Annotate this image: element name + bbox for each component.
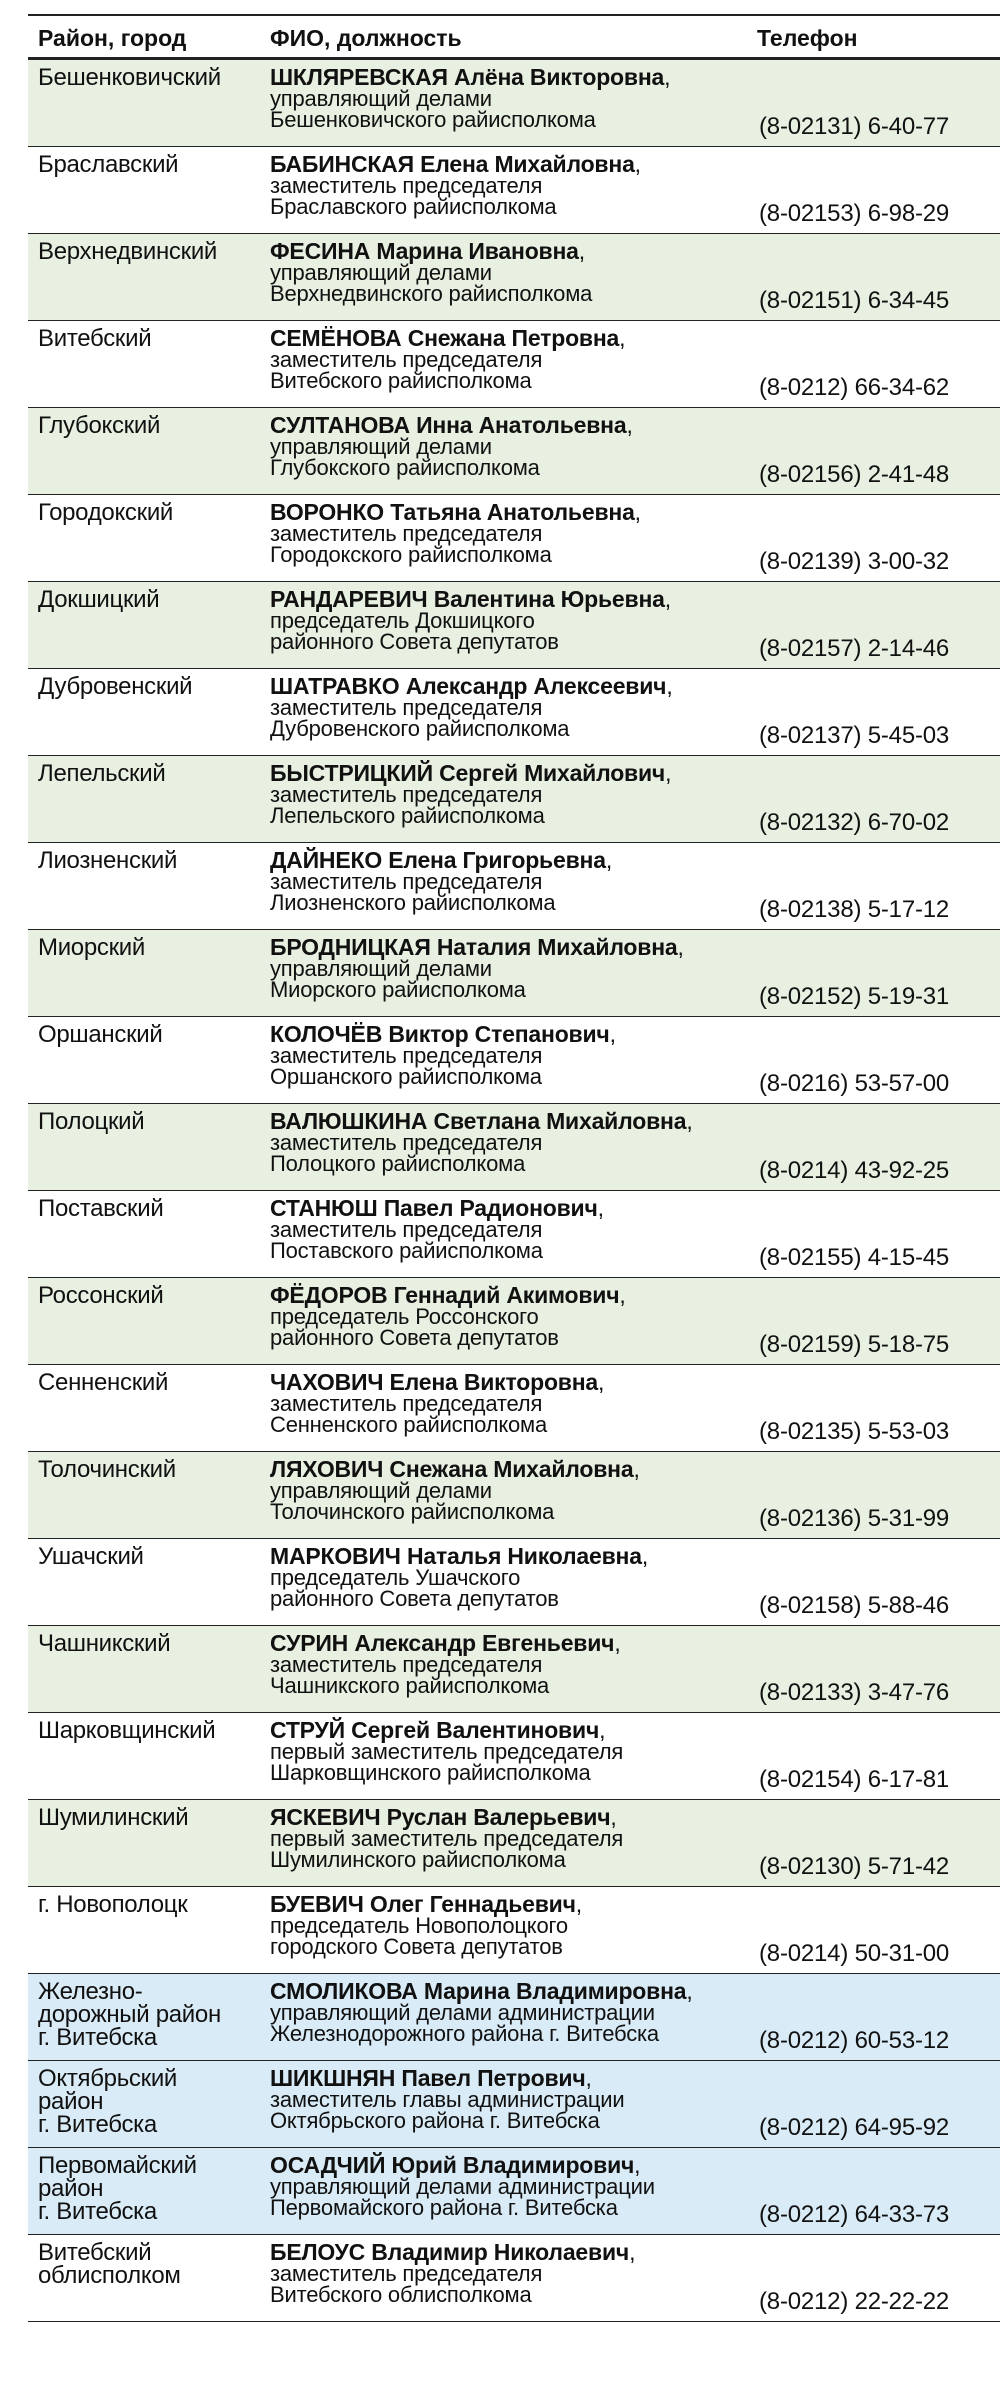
given-name: Олег Геннадьевич bbox=[369, 1891, 576, 1917]
name-comma: , bbox=[634, 2152, 641, 2178]
position-line-1: заместитель главы администрации bbox=[270, 2087, 625, 2112]
name-comma: , bbox=[634, 499, 641, 525]
given-name: Марина Владимировна bbox=[423, 1978, 687, 2004]
district-name: Россонский bbox=[38, 1282, 164, 1309]
position-line-2: Толочинского райисполкома bbox=[270, 1499, 555, 1524]
surname: БУЕВИЧ bbox=[270, 1891, 364, 1917]
phone-number: (8-02136) 5-31-99 bbox=[759, 1505, 950, 1532]
surname: МАРКОВИЧ bbox=[270, 1543, 401, 1569]
person-cell bbox=[270, 675, 790, 740]
surname: РАНДАРЕВИЧ bbox=[270, 586, 428, 612]
given-name: Снежана Михайловна bbox=[389, 1456, 634, 1482]
district-name: Первомайский район г. Витебска bbox=[38, 2152, 197, 2225]
table-row bbox=[28, 843, 1000, 930]
table-row bbox=[28, 1017, 1000, 1104]
position-line-1: председатель Новополоцкого bbox=[270, 1913, 568, 1938]
person-cell bbox=[270, 414, 790, 479]
name-comma: , bbox=[598, 1369, 605, 1395]
phone-number: (8-02157) 2-14-46 bbox=[759, 635, 950, 662]
table-row bbox=[28, 1800, 1000, 1887]
surname: КОЛОЧЁВ bbox=[270, 1021, 383, 1047]
name-comma: , bbox=[575, 1891, 582, 1917]
position-line-1: председатель Докшицкого bbox=[270, 608, 535, 633]
phone-number: (8-02138) 5-17-12 bbox=[759, 896, 950, 923]
name-comma: , bbox=[578, 238, 585, 264]
contacts-table bbox=[28, 14, 1000, 2322]
phone-number: (8-02139) 3-00-32 bbox=[759, 548, 950, 575]
table-row bbox=[28, 408, 1000, 495]
surname: БЫСТРИЦКИЙ bbox=[270, 760, 433, 786]
table-row bbox=[28, 495, 1000, 582]
position-line-1: управляющий делами bbox=[270, 86, 492, 111]
district-name: Шумилинский bbox=[38, 1804, 189, 1831]
phone-number: (8-02154) 6-17-81 bbox=[759, 1766, 950, 1793]
position-line-2: Чашникского райисполкома bbox=[270, 1673, 550, 1698]
position-line-2: Дубровенского райисполкома bbox=[270, 716, 570, 741]
position-line-1: председатель Россонского bbox=[270, 1304, 539, 1329]
district-name: Чашникский bbox=[38, 1630, 171, 1657]
position-line-1: заместитель председателя bbox=[270, 2261, 543, 2286]
position-line-1: председатель Ушачского bbox=[270, 1565, 521, 1590]
table-row bbox=[28, 1452, 1000, 1539]
position-line-1: заместитель председателя bbox=[270, 869, 543, 894]
given-name: Руслан Валерьевич bbox=[386, 1804, 611, 1830]
name-comma: , bbox=[605, 847, 613, 873]
person-cell bbox=[270, 849, 790, 914]
surname: ЛЯХОВИЧ bbox=[270, 1456, 384, 1482]
person-cell bbox=[270, 1197, 790, 1262]
person-cell bbox=[270, 1980, 790, 2045]
table-header bbox=[28, 16, 1000, 60]
name-comma: , bbox=[609, 1021, 616, 1047]
surname: ШАТРАВКО bbox=[270, 673, 400, 699]
name-comma: , bbox=[686, 1108, 693, 1134]
position-line-2: Полоцкого райисполкома bbox=[270, 1151, 526, 1176]
position-line-1: заместитель председателя bbox=[270, 1217, 543, 1242]
person-cell bbox=[270, 1458, 790, 1523]
name-comma: , bbox=[626, 412, 633, 438]
name-comma: , bbox=[585, 2065, 592, 2091]
position-line-1: управляющий делами администрации bbox=[270, 2000, 655, 2025]
district-name: Поставский bbox=[38, 1195, 164, 1222]
table-row bbox=[28, 1278, 1000, 1365]
position-line-2: Первомайского района г. Витебска bbox=[270, 2195, 618, 2220]
position-line-1: заместитель председателя bbox=[270, 782, 543, 807]
given-name: Валентина Юрьевна bbox=[433, 586, 665, 612]
surname: ДАЙНЕКО bbox=[270, 847, 383, 873]
district-name: Глубокский bbox=[38, 412, 161, 439]
table-row bbox=[28, 1539, 1000, 1626]
person-cell bbox=[270, 501, 790, 566]
district-name: Городокский bbox=[38, 499, 174, 526]
table-row bbox=[28, 756, 1000, 843]
position-line-2: Сенненского райисполкома bbox=[270, 1412, 548, 1437]
position-line-2: Глубокского райисполкома bbox=[270, 455, 540, 480]
name-comma: , bbox=[599, 1717, 606, 1743]
position-line-2: Витебского облисполкома bbox=[270, 2282, 532, 2307]
phone-number: (8-02130) 5-71-42 bbox=[759, 1853, 950, 1880]
phone-number: (8-02131) 6-40-77 bbox=[759, 113, 950, 140]
name-comma: , bbox=[641, 1543, 649, 1569]
given-name: Наталия Михайловна bbox=[436, 934, 678, 960]
position-line-1: управляющий делами администрации bbox=[270, 2174, 655, 2199]
phone-number: (8-0214) 43-92-25 bbox=[759, 1157, 950, 1184]
district-name: Бешенковичский bbox=[38, 64, 221, 91]
position-line-1: заместитель председателя bbox=[270, 1043, 543, 1068]
surname: БАБИНСКАЯ bbox=[270, 151, 414, 177]
district-name: Железно- дорожный район г. Витебска bbox=[38, 1978, 221, 2051]
district-name: Дубровенский bbox=[38, 673, 193, 700]
position-line-1: заместитель председателя bbox=[270, 1391, 543, 1416]
district-name: Полоцкий bbox=[38, 1108, 145, 1135]
district-name: Витебский облисполком bbox=[38, 2239, 181, 2289]
table-row bbox=[28, 2061, 1000, 2148]
name-comma: , bbox=[665, 760, 672, 786]
table-row bbox=[28, 1974, 1000, 2061]
phone-number: (8-0212) 60-53-12 bbox=[759, 2027, 950, 2054]
person-cell bbox=[270, 1023, 790, 1088]
person-cell bbox=[270, 2154, 790, 2219]
surname: ЧАХОВИЧ bbox=[270, 1369, 384, 1395]
given-name: Татьяна Анатольевна bbox=[390, 499, 635, 525]
phone-number: (8-0212) 64-95-92 bbox=[759, 2114, 950, 2141]
given-name: Марина Ивановна bbox=[376, 238, 579, 264]
position-line-1: заместитель председателя bbox=[270, 173, 543, 198]
position-line-1: заместитель председателя bbox=[270, 1130, 543, 1155]
name-comma: , bbox=[629, 2239, 636, 2265]
table-row bbox=[28, 669, 1000, 756]
person-cell bbox=[270, 2241, 790, 2306]
table-row bbox=[28, 1104, 1000, 1191]
name-comma: , bbox=[597, 1195, 604, 1221]
position-line-1: управляющий делами bbox=[270, 956, 492, 981]
district-name: Лиозненский bbox=[38, 847, 178, 874]
district-name: Миорский bbox=[38, 934, 146, 961]
district-name: Октябрьский район г. Витебска bbox=[38, 2065, 178, 2138]
name-comma: , bbox=[619, 1282, 626, 1308]
surname: СЕМЁНОВА bbox=[270, 325, 402, 351]
position-line-2: районного Совета депутатов bbox=[270, 1586, 559, 1611]
name-comma: , bbox=[677, 934, 684, 960]
table-row bbox=[28, 1365, 1000, 1452]
phone-number: (8-02135) 5-53-03 bbox=[759, 1418, 950, 1445]
given-name: Владимир Николаевич bbox=[371, 2239, 630, 2265]
table-row bbox=[28, 2235, 1000, 2322]
person-cell bbox=[270, 762, 790, 827]
person-cell bbox=[270, 2067, 790, 2132]
person-cell bbox=[270, 153, 790, 218]
position-line-2: Браславского райисполкома bbox=[270, 194, 557, 219]
person-cell bbox=[270, 66, 790, 131]
person-cell bbox=[270, 1719, 790, 1784]
person-cell bbox=[270, 1545, 790, 1610]
position-line-2: Октябрьского района г. Витебска bbox=[270, 2108, 600, 2133]
surname: СМОЛИКОВА bbox=[270, 1978, 418, 2004]
given-name: Елена Григорьевна bbox=[388, 847, 606, 873]
phone-number: (8-02153) 6-98-29 bbox=[759, 200, 950, 227]
surname: СТАНЮШ bbox=[270, 1195, 378, 1221]
person-cell bbox=[270, 327, 790, 392]
surname: ШКЛЯРЕВСКАЯ bbox=[270, 64, 448, 90]
position-line-2: Витебского райисполкома bbox=[270, 368, 532, 393]
surname: СТРУЙ bbox=[270, 1717, 345, 1743]
given-name: Сергей Валентинович bbox=[351, 1717, 600, 1743]
given-name: Сергей Михайлович bbox=[439, 760, 666, 786]
position-line-1: заместитель председателя bbox=[270, 521, 543, 546]
phone-number: (8-02137) 5-45-03 bbox=[759, 722, 950, 749]
table-row bbox=[28, 1713, 1000, 1800]
position-line-1: первый заместитель председателя bbox=[270, 1739, 624, 1764]
name-comma: , bbox=[634, 151, 641, 177]
given-name: Павел Радионович bbox=[383, 1195, 598, 1221]
surname: ШИКШНЯН bbox=[270, 2065, 396, 2091]
district-name: Браславский bbox=[38, 151, 179, 178]
phone-number: (8-02159) 5-18-75 bbox=[759, 1331, 950, 1358]
surname: СУРИН bbox=[270, 1630, 349, 1656]
district-name: Верхнедвинский bbox=[38, 238, 218, 265]
table-row bbox=[28, 147, 1000, 234]
person-cell bbox=[270, 1110, 790, 1175]
phone-number: (8-02151) 6-34-45 bbox=[759, 287, 950, 314]
name-comma: , bbox=[633, 1456, 640, 1482]
header-district: Район, город bbox=[38, 25, 187, 51]
phone-number: (8-0216) 53-57-00 bbox=[759, 1070, 950, 1097]
given-name: Павел Петрович bbox=[401, 2065, 586, 2091]
given-name: Светлана Михайловна bbox=[433, 1108, 687, 1134]
position-line-1: управляющий делами bbox=[270, 260, 492, 285]
person-cell bbox=[270, 1284, 790, 1349]
position-line-2: Железнодорожного района г. Витебска bbox=[270, 2021, 659, 2046]
surname: БРОДНИЦКАЯ bbox=[270, 934, 431, 960]
person-cell bbox=[270, 588, 790, 653]
person-cell bbox=[270, 1806, 790, 1871]
district-name: Ушачский bbox=[38, 1543, 144, 1570]
position-line-2: Городокского райисполкома bbox=[270, 542, 552, 567]
person-cell bbox=[270, 936, 790, 1001]
phone-number: (8-0212) 22-22-22 bbox=[759, 2288, 950, 2315]
table-row bbox=[28, 321, 1000, 408]
person-cell bbox=[270, 1371, 790, 1436]
name-comma: , bbox=[686, 1978, 693, 2004]
position-line-2: Поставского райисполкома bbox=[270, 1238, 543, 1263]
position-line-2: Лиозненского райисполкома bbox=[270, 890, 556, 915]
table-row bbox=[28, 60, 1000, 147]
table-row bbox=[28, 1191, 1000, 1278]
position-line-1: управляющий делами bbox=[270, 434, 492, 459]
phone-number: (8-0214) 50-31-00 bbox=[759, 1940, 950, 1967]
phone-number: (8-02158) 5-88-46 bbox=[759, 1592, 950, 1619]
district-name: Лепельский bbox=[38, 760, 166, 787]
surname: ВОРОНКО bbox=[270, 499, 384, 525]
district-name: Шарковщинский bbox=[38, 1717, 216, 1744]
surname: БЕЛОУС bbox=[270, 2239, 366, 2265]
table-row bbox=[28, 1626, 1000, 1713]
given-name: Виктор Степанович bbox=[388, 1021, 610, 1047]
name-comma: , bbox=[664, 586, 671, 612]
district-name: Витебский bbox=[38, 325, 152, 352]
name-comma: , bbox=[664, 64, 671, 90]
name-comma: , bbox=[614, 1630, 621, 1656]
name-comma: , bbox=[666, 673, 673, 699]
given-name: Инна Анатольевна bbox=[416, 412, 627, 438]
phone-number: (8-02156) 2-41-48 bbox=[759, 461, 950, 488]
given-name: Елена Михайловна bbox=[420, 151, 635, 177]
phone-number: (8-02132) 6-70-02 bbox=[759, 809, 950, 836]
position-line-1: управляющий делами bbox=[270, 1478, 492, 1503]
given-name: Снежана Петровна bbox=[407, 325, 620, 351]
given-name: Геннадий Акимович bbox=[393, 1282, 620, 1308]
table-row bbox=[28, 1887, 1000, 1974]
given-name: Елена Викторовна bbox=[389, 1369, 599, 1395]
position-line-2: Шарковщинского райисполкома bbox=[270, 1760, 591, 1785]
surname: ВАЛЮШКИНА bbox=[270, 1108, 428, 1134]
surname: ФЁДОРОВ bbox=[270, 1282, 388, 1308]
table-body bbox=[28, 60, 1000, 2322]
surname: ОСАДЧИЙ bbox=[270, 2152, 386, 2178]
position-line-2: районного Совета депутатов bbox=[270, 1325, 559, 1350]
position-line-2: городского Совета депутатов bbox=[270, 1934, 563, 1959]
given-name: Юрий Владимирович bbox=[391, 2152, 635, 2178]
table-row bbox=[28, 2148, 1000, 2235]
phone-number: (8-0212) 66-34-62 bbox=[759, 374, 950, 401]
given-name: Александр Евгеньевич bbox=[354, 1630, 615, 1656]
district-name: г. Новополоцк bbox=[38, 1891, 188, 1918]
position-line-1: заместитель председателя bbox=[270, 347, 543, 372]
table-row bbox=[28, 582, 1000, 669]
position-line-2: Миорского райисполкома bbox=[270, 977, 526, 1002]
table-row bbox=[28, 234, 1000, 321]
person-cell bbox=[270, 1632, 790, 1697]
district-name: Докшицкий bbox=[38, 586, 160, 613]
header-person: ФИО, должность bbox=[270, 25, 462, 51]
surname: СУЛТАНОВА bbox=[270, 412, 410, 438]
position-line-1: первый заместитель председателя bbox=[270, 1826, 624, 1851]
person-cell bbox=[270, 1893, 790, 1958]
position-line-1: заместитель председателя bbox=[270, 695, 543, 720]
surname: ЯСКЕВИЧ bbox=[270, 1804, 381, 1830]
table-row bbox=[28, 930, 1000, 1017]
name-comma: , bbox=[610, 1804, 617, 1830]
person-cell bbox=[270, 240, 790, 305]
given-name: Александр Алексеевич bbox=[405, 673, 667, 699]
given-name: Алёна Викторовна bbox=[454, 64, 665, 90]
phone-number: (8-0212) 64-33-73 bbox=[759, 2201, 950, 2228]
position-line-2: Оршанского райисполкома bbox=[270, 1064, 542, 1089]
position-line-2: районного Совета депутатов bbox=[270, 629, 559, 654]
given-name: Наталья Николаевна bbox=[406, 1543, 642, 1569]
position-line-2: Лепельского райисполкома bbox=[270, 803, 545, 828]
district-name: Сенненский bbox=[38, 1369, 169, 1396]
header-phone: Телефон bbox=[757, 25, 858, 51]
phone-number: (8-02133) 3-47-76 bbox=[759, 1679, 950, 1706]
position-line-2: Верхнедвинского райисполкома bbox=[270, 281, 593, 306]
name-comma: , bbox=[619, 325, 626, 351]
district-name: Толочинский bbox=[38, 1456, 176, 1483]
district-name: Оршанский bbox=[38, 1021, 163, 1048]
phone-number: (8-02152) 5-19-31 bbox=[759, 983, 950, 1010]
phone-number: (8-02155) 4-15-45 bbox=[759, 1244, 950, 1271]
position-line-2: Бешенковичского райисполкома bbox=[270, 107, 596, 132]
surname: ФЕСИНА bbox=[270, 238, 371, 264]
position-line-2: Шумилинского райисполкома bbox=[270, 1847, 566, 1872]
position-line-1: заместитель председателя bbox=[270, 1652, 543, 1677]
